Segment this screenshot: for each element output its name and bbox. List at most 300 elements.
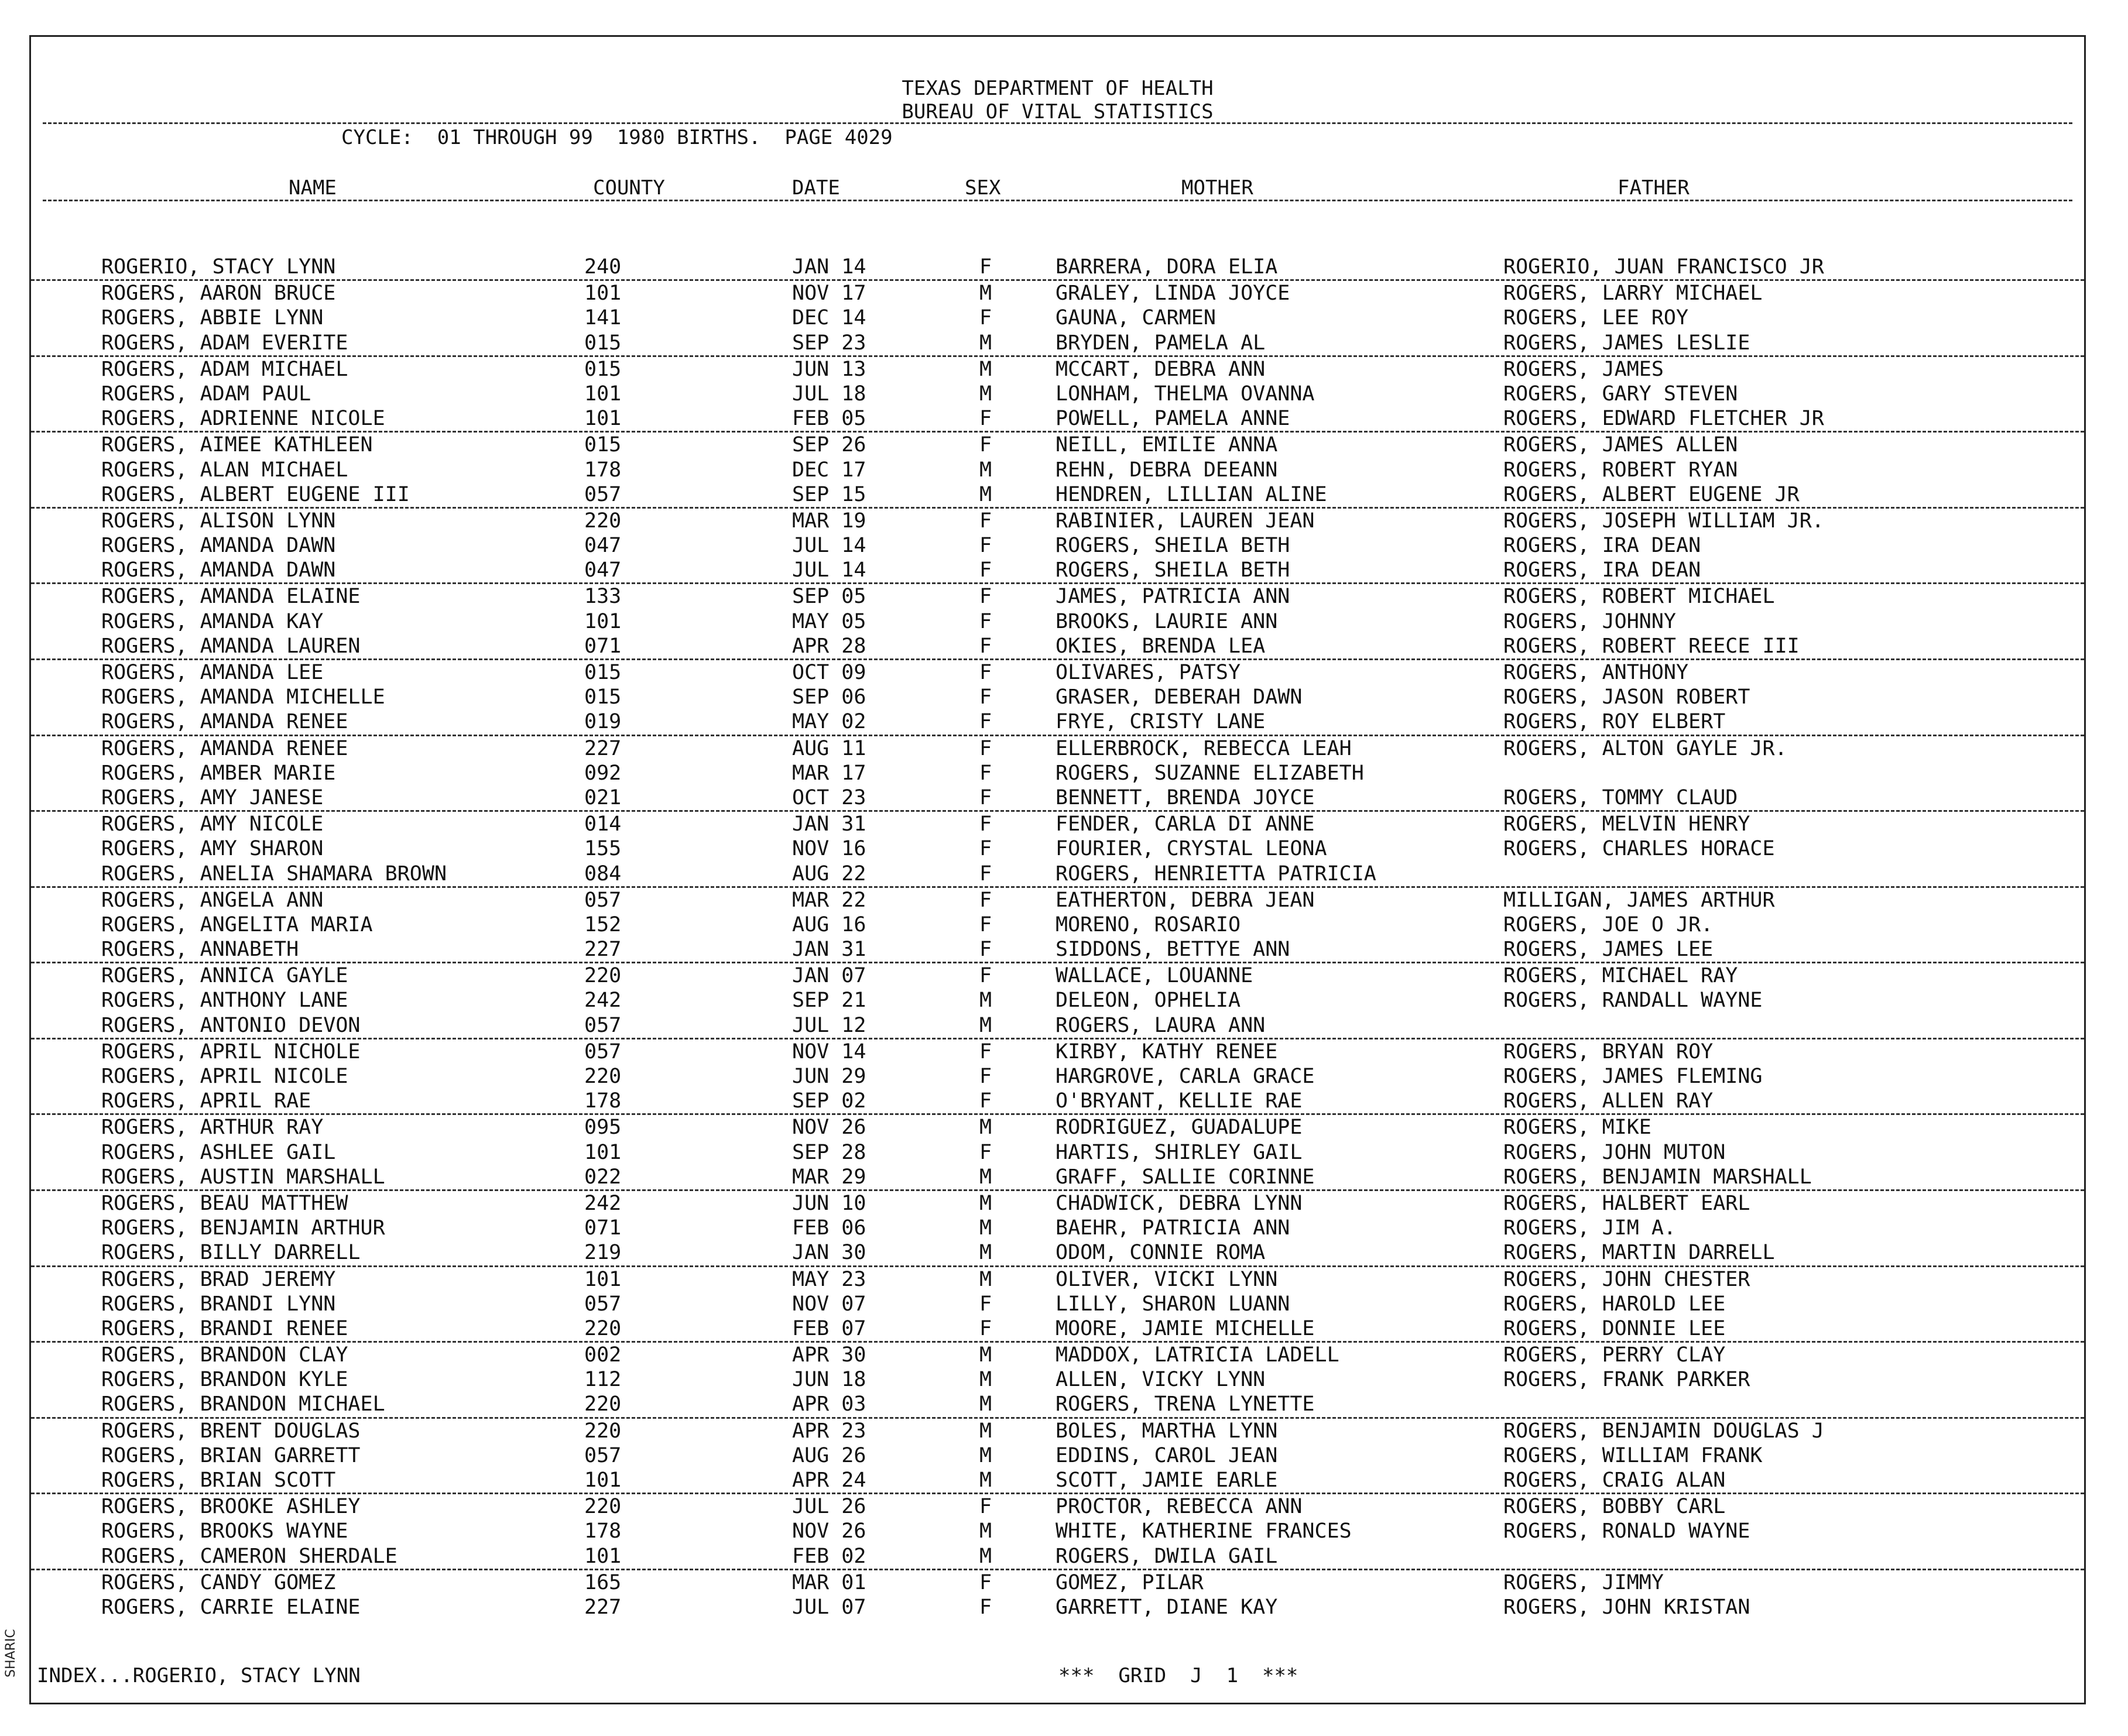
cell-name: ROGERS, ADAM EVERITE bbox=[101, 331, 348, 355]
cell-name: ROGERS, ANELIA SHAMARA BROWN bbox=[101, 862, 447, 886]
cell-name: ROGERS, ABBIE LYNN bbox=[101, 306, 324, 330]
cell-date: JAN 14 bbox=[792, 255, 866, 279]
cell-county: 178 bbox=[584, 458, 622, 482]
cell-date: SEP 15 bbox=[792, 482, 866, 506]
table-row bbox=[31, 1089, 2084, 1115]
column-header-county: COUNTY bbox=[593, 176, 665, 200]
cell-county: 084 bbox=[584, 862, 622, 886]
cell-date: JUL 14 bbox=[792, 534, 866, 558]
cell-county: 047 bbox=[584, 534, 622, 558]
cell-county: 220 bbox=[584, 1419, 622, 1443]
cell-date: JUL 14 bbox=[792, 558, 866, 582]
cell-county: 220 bbox=[584, 1392, 622, 1416]
cell-sex: F bbox=[979, 837, 992, 861]
cell-mother: KIRBY, KATHY RENEE bbox=[1056, 1039, 1278, 1063]
cell-county: 133 bbox=[584, 585, 622, 609]
cell-mother: BARRERA, DORA ELIA bbox=[1056, 255, 1278, 279]
cell-name: ROGERS, BRANDON CLAY bbox=[101, 1343, 348, 1367]
table-row bbox=[31, 331, 2084, 357]
cell-name: ROGERS, BRANDI LYNN bbox=[101, 1292, 336, 1316]
cell-mother: EDDINS, CAROL JEAN bbox=[1056, 1443, 1278, 1467]
cell-father: ROGERS, ANTHONY bbox=[1503, 661, 1689, 684]
cell-sex: F bbox=[979, 785, 992, 809]
cell-county: 101 bbox=[584, 407, 622, 431]
cell-name: ROGERS, BILLY DARRELL bbox=[101, 1241, 361, 1265]
cell-sex: F bbox=[979, 558, 992, 582]
cell-county: 022 bbox=[584, 1165, 622, 1189]
cell-county: 092 bbox=[584, 761, 622, 785]
cell-date: APR 23 bbox=[792, 1419, 866, 1443]
table-row bbox=[31, 509, 2084, 533]
cell-mother: BOLES, MARTHA LYNN bbox=[1056, 1419, 1278, 1443]
cell-mother: BROOKS, LAURIE ANN bbox=[1056, 609, 1278, 633]
cell-name: ROGERS, ARTHUR RAY bbox=[101, 1116, 324, 1140]
cell-county: 101 bbox=[584, 282, 622, 306]
cell-sex: F bbox=[979, 634, 992, 658]
footer-index: INDEX...ROGERIO, STACY LYNN bbox=[37, 1664, 361, 1687]
cell-county: 101 bbox=[584, 1469, 622, 1492]
cell-sex: F bbox=[979, 736, 992, 760]
cell-date: JUL 26 bbox=[792, 1495, 866, 1519]
cell-mother: CHADWICK, DEBRA LYNN bbox=[1056, 1191, 1303, 1215]
cell-date: DEC 14 bbox=[792, 306, 866, 330]
cell-father: ROGERIO, JUAN FRANCISCO JR bbox=[1503, 255, 1824, 279]
cell-father: ROGERS, ROBERT REECE III bbox=[1503, 634, 1800, 658]
cell-name: ROGERS, AMANDA DAWN bbox=[101, 558, 336, 582]
cell-father: ROGERS, LEE ROY bbox=[1503, 306, 1689, 330]
table-row bbox=[31, 255, 2084, 281]
cell-father: ROGERS, JOHN KRISTAN bbox=[1503, 1595, 1750, 1619]
cell-date: MAY 23 bbox=[792, 1267, 866, 1291]
table-row bbox=[31, 1165, 2084, 1191]
cell-mother: EATHERTON, DEBRA JEAN bbox=[1056, 888, 1315, 912]
cell-sex: F bbox=[979, 812, 992, 836]
table-row bbox=[31, 685, 2084, 709]
cell-mother: POWELL, PAMELA ANNE bbox=[1056, 407, 1290, 431]
cell-mother: LILLY, SHARON LUANN bbox=[1056, 1292, 1290, 1316]
cell-date: APR 28 bbox=[792, 634, 866, 658]
table-row bbox=[31, 1115, 2084, 1140]
cell-name: ROGERS, BROOKS WAYNE bbox=[101, 1519, 348, 1543]
cell-father: ROGERS, BENJAMIN MARSHALL bbox=[1503, 1165, 1812, 1189]
cell-father: ROGERS, GARY STEVEN bbox=[1503, 382, 1738, 406]
cell-mother: MADDOX, LATRICIA LADELL bbox=[1056, 1343, 1339, 1367]
cell-name: ROGERS, BRAD JEREMY bbox=[101, 1267, 336, 1291]
cell-name: ROGERS, ANGELITA MARIA bbox=[101, 912, 373, 936]
cell-county: 242 bbox=[584, 989, 622, 1013]
cell-mother: ALLEN, VICKY LYNN bbox=[1056, 1368, 1266, 1392]
cell-date: AUG 26 bbox=[792, 1443, 866, 1467]
footer-grid: *** GRID J 1 *** bbox=[1058, 1664, 1298, 1687]
cell-mother: ROGERS, SHEILA BETH bbox=[1056, 558, 1290, 582]
cell-name: ROGERS, BRIAN GARRETT bbox=[101, 1443, 361, 1467]
cell-mother: BENNETT, BRENDA JOYCE bbox=[1056, 785, 1315, 809]
cell-sex: M bbox=[979, 458, 992, 482]
cell-mother: REHN, DEBRA DEEANN bbox=[1056, 458, 1278, 482]
cell-mother: BAEHR, PATRICIA ANN bbox=[1056, 1216, 1290, 1240]
cell-sex: M bbox=[979, 1392, 992, 1416]
cell-sex: F bbox=[979, 1570, 992, 1594]
cell-sex: F bbox=[979, 1595, 992, 1619]
cell-father: ROGERS, JAMES FLEMING bbox=[1503, 1065, 1763, 1088]
cell-date: JUN 18 bbox=[792, 1368, 866, 1392]
cell-father: ROGERS, JIM A. bbox=[1503, 1216, 1677, 1240]
table-row bbox=[31, 281, 2084, 306]
table-row bbox=[31, 988, 2084, 1013]
table-row bbox=[31, 1443, 2084, 1468]
cell-sex: M bbox=[979, 1165, 992, 1189]
records-table bbox=[31, 255, 2084, 1620]
table-row bbox=[31, 306, 2084, 330]
table-row bbox=[31, 660, 2084, 685]
cell-date: APR 03 bbox=[792, 1392, 866, 1416]
cell-father: ROGERS, MARTIN DARRELL bbox=[1503, 1241, 1775, 1265]
cell-father: ROGERS, HAROLD LEE bbox=[1503, 1292, 1726, 1316]
cell-father: ROGERS, ALLEN RAY bbox=[1503, 1089, 1714, 1113]
cell-sex: M bbox=[979, 382, 992, 406]
cell-name: ROGERIO, STACY LYNN bbox=[101, 255, 336, 279]
cell-county: 220 bbox=[584, 509, 622, 533]
cell-date: MAR 19 bbox=[792, 509, 866, 533]
cell-county: 219 bbox=[584, 1241, 622, 1265]
cell-father: ROGERS, ALTON GAYLE JR. bbox=[1503, 736, 1787, 760]
cell-mother: ROGERS, LAURA ANN bbox=[1056, 1013, 1266, 1037]
cell-name: ROGERS, BRANDON MICHAEL bbox=[101, 1392, 385, 1416]
table-row bbox=[31, 912, 2084, 937]
cell-county: 101 bbox=[584, 1544, 622, 1568]
cell-name: ROGERS, ANNICA GAYLE bbox=[101, 964, 348, 988]
cell-father: ROGERS, JOSEPH WILLIAM JR. bbox=[1503, 509, 1824, 533]
table-row bbox=[31, 1013, 2084, 1039]
cell-county: 057 bbox=[584, 1443, 622, 1467]
cell-sex: F bbox=[979, 585, 992, 609]
cell-father: ROGERS, BOBBY CARL bbox=[1503, 1495, 1726, 1519]
table-row bbox=[31, 609, 2084, 634]
cell-name: ROGERS, AARON BRUCE bbox=[101, 282, 336, 306]
cell-date: NOV 14 bbox=[792, 1039, 866, 1063]
cell-mother: MOORE, JAMIE MICHELLE bbox=[1056, 1316, 1315, 1340]
table-row bbox=[31, 1519, 2084, 1543]
cell-county: 057 bbox=[584, 1292, 622, 1316]
table-row bbox=[31, 1267, 2084, 1292]
cell-date: JUN 29 bbox=[792, 1065, 866, 1088]
table-row bbox=[31, 1595, 2084, 1620]
cell-name: ROGERS, BRENT DOUGLAS bbox=[101, 1419, 361, 1443]
cell-county: 071 bbox=[584, 634, 622, 658]
cell-mother: GARRETT, DIANE KAY bbox=[1056, 1595, 1278, 1619]
cell-father: ROGERS, JOHN CHESTER bbox=[1503, 1267, 1750, 1291]
cell-father: ROGERS, LARRY MICHAEL bbox=[1503, 282, 1763, 306]
cell-date: JAN 30 bbox=[792, 1241, 866, 1265]
table-row bbox=[31, 1367, 2084, 1392]
cell-date: JAN 31 bbox=[792, 938, 866, 962]
cell-date: OCT 23 bbox=[792, 785, 866, 809]
cell-county: 014 bbox=[584, 812, 622, 836]
cell-county: 019 bbox=[584, 710, 622, 734]
header-subtitle: BUREAU OF VITAL STATISTICS bbox=[902, 100, 1214, 123]
cell-date: FEB 02 bbox=[792, 1544, 866, 1568]
cell-sex: M bbox=[979, 331, 992, 355]
cell-name: ROGERS, AMANDA LAUREN bbox=[101, 634, 361, 658]
cell-sex: M bbox=[979, 282, 992, 306]
cell-mother: ROGERS, TRENA LYNETTE bbox=[1056, 1392, 1315, 1416]
cell-father: ROGERS, JOE O JR. bbox=[1503, 912, 1714, 936]
cell-name: ROGERS, APRIL RAE bbox=[101, 1089, 311, 1113]
cell-county: 095 bbox=[584, 1116, 622, 1140]
cell-sex: F bbox=[979, 433, 992, 457]
table-row bbox=[31, 1419, 2084, 1443]
cell-date: FEB 07 bbox=[792, 1316, 866, 1340]
cell-father: ROGERS, ROBERT MICHAEL bbox=[1503, 585, 1775, 609]
cell-father: ROGERS, JOHNNY bbox=[1503, 609, 1677, 633]
cell-mother: SIDDONS, BETTYE ANN bbox=[1056, 938, 1290, 962]
cell-date: NOV 17 bbox=[792, 282, 866, 306]
cell-county: 220 bbox=[584, 1065, 622, 1088]
cell-date: MAR 22 bbox=[792, 888, 866, 912]
cell-sex: M bbox=[979, 1191, 992, 1215]
cell-father: ROGERS, MELVIN HENRY bbox=[1503, 812, 1750, 836]
cell-date: SEP 23 bbox=[792, 331, 866, 355]
cell-mother: GRAFF, SALLIE CORINNE bbox=[1056, 1165, 1315, 1189]
cell-date: JUN 13 bbox=[792, 357, 866, 381]
cell-sex: F bbox=[979, 1039, 992, 1063]
table-row bbox=[31, 433, 2084, 457]
cell-father: ROGERS, JASON ROBERT bbox=[1503, 685, 1750, 709]
table-row bbox=[31, 1292, 2084, 1316]
cell-name: ROGERS, AMY SHARON bbox=[101, 837, 324, 861]
cell-mother: RABINIER, LAUREN JEAN bbox=[1056, 509, 1315, 533]
cell-name: ROGERS, AMANDA RENEE bbox=[101, 736, 348, 760]
cell-mother: NEILL, EMILIE ANNA bbox=[1056, 433, 1278, 457]
cell-county: 015 bbox=[584, 433, 622, 457]
cell-mother: ODOM, CONNIE ROMA bbox=[1056, 1241, 1266, 1265]
cell-county: 141 bbox=[584, 306, 622, 330]
cell-date: FEB 05 bbox=[792, 407, 866, 431]
cell-sex: F bbox=[979, 407, 992, 431]
column-header-father: FATHER bbox=[1618, 176, 1690, 200]
header-divider bbox=[43, 122, 2072, 124]
cell-father: ROGERS, ROY ELBERT bbox=[1503, 710, 1726, 734]
printout-page bbox=[29, 35, 2086, 1704]
cell-sex: M bbox=[979, 1267, 992, 1291]
column-header-mother: MOTHER bbox=[1181, 176, 1253, 200]
table-row bbox=[31, 709, 2084, 736]
cell-father: ROGERS, MICHAEL RAY bbox=[1503, 964, 1738, 988]
cell-mother: GOMEZ, PILAR bbox=[1056, 1570, 1204, 1594]
cell-sex: M bbox=[979, 1116, 992, 1140]
cell-father: ROGERS, JAMES ALLEN bbox=[1503, 433, 1738, 457]
cell-sex: F bbox=[979, 912, 992, 936]
cell-county: 047 bbox=[584, 558, 622, 582]
cell-mother: ROGERS, DWILA GAIL bbox=[1056, 1544, 1278, 1568]
cell-mother: JAMES, PATRICIA ANN bbox=[1056, 585, 1290, 609]
table-row bbox=[31, 812, 2084, 836]
cell-date: AUG 11 bbox=[792, 736, 866, 760]
cell-date: SEP 28 bbox=[792, 1140, 866, 1164]
cell-date: MAR 29 bbox=[792, 1165, 866, 1189]
cell-mother: OLIVER, VICKI LYNN bbox=[1056, 1267, 1278, 1291]
table-row bbox=[31, 482, 2084, 509]
cell-sex: M bbox=[979, 1469, 992, 1492]
cell-mother: GRALEY, LINDA JOYCE bbox=[1056, 282, 1290, 306]
cell-county: 165 bbox=[584, 1570, 622, 1594]
table-row bbox=[31, 584, 2084, 609]
cell-name: ROGERS, ADAM PAUL bbox=[101, 382, 311, 406]
cell-county: 220 bbox=[584, 1495, 622, 1519]
table-row bbox=[31, 533, 2084, 558]
cell-date: SEP 02 bbox=[792, 1089, 866, 1113]
cell-sex: F bbox=[979, 1316, 992, 1340]
cell-father: ROGERS, IRA DEAN bbox=[1503, 534, 1701, 558]
cell-name: ROGERS, AMANDA DAWN bbox=[101, 534, 336, 558]
cell-name: ROGERS, APRIL NICOLE bbox=[101, 1065, 348, 1088]
cell-father: ROGERS, BRYAN ROY bbox=[1503, 1039, 1714, 1063]
table-row bbox=[31, 1544, 2084, 1570]
cell-county: 015 bbox=[584, 661, 622, 684]
cell-date: NOV 26 bbox=[792, 1116, 866, 1140]
table-row bbox=[31, 761, 2084, 785]
cell-name: ROGERS, BRIAN SCOTT bbox=[101, 1469, 336, 1492]
cell-name: ROGERS, BRANDI RENEE bbox=[101, 1316, 348, 1340]
cell-name: ROGERS, BRANDON KYLE bbox=[101, 1368, 348, 1392]
cell-name: ROGERS, AMANDA ELAINE bbox=[101, 585, 361, 609]
cell-date: NOV 26 bbox=[792, 1519, 866, 1543]
cell-mother: BRYDEN, PAMELA AL bbox=[1056, 331, 1266, 355]
table-row bbox=[31, 1494, 2084, 1519]
cell-sex: M bbox=[979, 1013, 992, 1037]
cell-name: ROGERS, ANTONIO DEVON bbox=[101, 1013, 361, 1037]
table-row bbox=[31, 1064, 2084, 1089]
cell-mother: HENDREN, LILLIAN ALINE bbox=[1056, 482, 1327, 506]
cell-date: NOV 16 bbox=[792, 837, 866, 861]
cell-mother: DELEON, OPHELIA bbox=[1056, 989, 1241, 1013]
cell-county: 015 bbox=[584, 331, 622, 355]
cell-mother: GAUNA, CARMEN bbox=[1056, 306, 1216, 330]
cell-sex: F bbox=[979, 761, 992, 785]
cell-sex: M bbox=[979, 1241, 992, 1265]
cell-mother: FENDER, CARLA DI ANNE bbox=[1056, 812, 1315, 836]
cell-sex: F bbox=[979, 255, 992, 279]
cell-father: ROGERS, MIKE bbox=[1503, 1116, 1651, 1140]
cell-sex: F bbox=[979, 888, 992, 912]
cell-county: 227 bbox=[584, 736, 622, 760]
cell-father: ROGERS, RANDALL WAYNE bbox=[1503, 989, 1763, 1013]
cell-county: 178 bbox=[584, 1089, 622, 1113]
cell-county: 057 bbox=[584, 482, 622, 506]
cell-mother: FOURIER, CRYSTAL LEONA bbox=[1056, 837, 1327, 861]
cell-father: MILLIGAN, JAMES ARTHUR bbox=[1503, 888, 1775, 912]
cell-mother: HARTIS, SHIRLEY GAIL bbox=[1056, 1140, 1303, 1164]
cell-sex: M bbox=[979, 1368, 992, 1392]
cell-sex: F bbox=[979, 609, 992, 633]
cell-mother: ROGERS, SUZANNE ELIZABETH bbox=[1056, 761, 1364, 785]
table-row bbox=[31, 1468, 2084, 1494]
cell-name: ROGERS, AMANDA RENEE bbox=[101, 710, 348, 734]
cell-date: SEP 06 bbox=[792, 685, 866, 709]
cell-sex: M bbox=[979, 482, 992, 506]
cell-father: ROGERS, BENJAMIN DOUGLAS J bbox=[1503, 1419, 1824, 1443]
cell-date: MAR 01 bbox=[792, 1570, 866, 1594]
table-row bbox=[31, 1570, 2084, 1595]
column-header-sex: SEX bbox=[965, 176, 1001, 200]
cell-date: NOV 07 bbox=[792, 1292, 866, 1316]
cell-father: ROGERS, JAMES LEE bbox=[1503, 938, 1714, 962]
cell-county: 101 bbox=[584, 609, 622, 633]
cell-sex: M bbox=[979, 357, 992, 381]
cell-date: JAN 31 bbox=[792, 812, 866, 836]
cycle-line: CYCLE: 01 THROUGH 99 1980 BIRTHS. PAGE 4029 bbox=[341, 126, 893, 149]
cell-mother: RODRIGUEZ, GUADALUPE bbox=[1056, 1116, 1303, 1140]
table-row bbox=[31, 862, 2084, 888]
cell-county: 071 bbox=[584, 1216, 622, 1240]
cell-mother: MCCART, DEBRA ANN bbox=[1056, 357, 1266, 381]
table-row bbox=[31, 634, 2084, 660]
table-row bbox=[31, 382, 2084, 406]
cell-date: AUG 16 bbox=[792, 912, 866, 936]
table-row bbox=[31, 1191, 2084, 1216]
cell-date: JUL 12 bbox=[792, 1013, 866, 1037]
table-row bbox=[31, 1316, 2084, 1343]
table-row bbox=[31, 1039, 2084, 1064]
cell-father: ROGERS, CRAIG ALAN bbox=[1503, 1469, 1726, 1492]
column-header-date: DATE bbox=[792, 176, 840, 200]
cell-father: ROGERS, ROBERT RYAN bbox=[1503, 458, 1738, 482]
cell-sex: F bbox=[979, 1065, 992, 1088]
table-row bbox=[31, 785, 2084, 812]
cell-father: ROGERS, EDWARD FLETCHER JR bbox=[1503, 407, 1824, 431]
cell-county: 242 bbox=[584, 1191, 622, 1215]
cell-sex: F bbox=[979, 685, 992, 709]
cell-father: ROGERS, WILLIAM FRANK bbox=[1503, 1443, 1763, 1467]
cell-sex: F bbox=[979, 1089, 992, 1113]
cell-county: 240 bbox=[584, 255, 622, 279]
cell-name: ROGERS, ANTHONY LANE bbox=[101, 989, 348, 1013]
table-row bbox=[31, 937, 2084, 963]
column-header-divider bbox=[43, 200, 2072, 201]
cell-father: ROGERS, HALBERT EARL bbox=[1503, 1191, 1750, 1215]
cell-father: ROGERS, JOHN MUTON bbox=[1503, 1140, 1726, 1164]
cell-mother: MORENO, ROSARIO bbox=[1056, 912, 1241, 936]
cell-date: OCT 09 bbox=[792, 661, 866, 684]
cell-name: ROGERS, CARRIE ELAINE bbox=[101, 1595, 361, 1619]
cell-date: FEB 06 bbox=[792, 1216, 866, 1240]
cell-name: ROGERS, AMANDA MICHELLE bbox=[101, 685, 385, 709]
cell-mother: O'BRYANT, KELLIE RAE bbox=[1056, 1089, 1303, 1113]
cell-sex: F bbox=[979, 661, 992, 684]
cell-mother: ROGERS, SHEILA BETH bbox=[1056, 534, 1290, 558]
cell-county: 101 bbox=[584, 382, 622, 406]
cell-sex: F bbox=[979, 938, 992, 962]
cell-sex: F bbox=[979, 509, 992, 533]
cell-date: MAY 02 bbox=[792, 710, 866, 734]
cell-county: 015 bbox=[584, 357, 622, 381]
cell-county: 178 bbox=[584, 1519, 622, 1543]
table-row bbox=[31, 458, 2084, 482]
cell-county: 057 bbox=[584, 1013, 622, 1037]
cell-date: APR 30 bbox=[792, 1343, 866, 1367]
cell-county: 021 bbox=[584, 785, 622, 809]
cell-father: ROGERS, ALBERT EUGENE JR bbox=[1503, 482, 1800, 506]
cell-county: 057 bbox=[584, 888, 622, 912]
cell-name: ROGERS, AMANDA LEE bbox=[101, 661, 324, 684]
side-label: SHARIC bbox=[4, 1629, 18, 1678]
cell-father: ROGERS, RONALD WAYNE bbox=[1503, 1519, 1750, 1543]
cell-sex: F bbox=[979, 534, 992, 558]
cell-mother: GRASER, DEBERAH DAWN bbox=[1056, 685, 1303, 709]
cell-name: ROGERS, AMY JANESE bbox=[101, 785, 324, 809]
cell-mother: OLIVARES, PATSY bbox=[1056, 661, 1241, 684]
cell-father: ROGERS, PERRY CLAY bbox=[1503, 1343, 1726, 1367]
